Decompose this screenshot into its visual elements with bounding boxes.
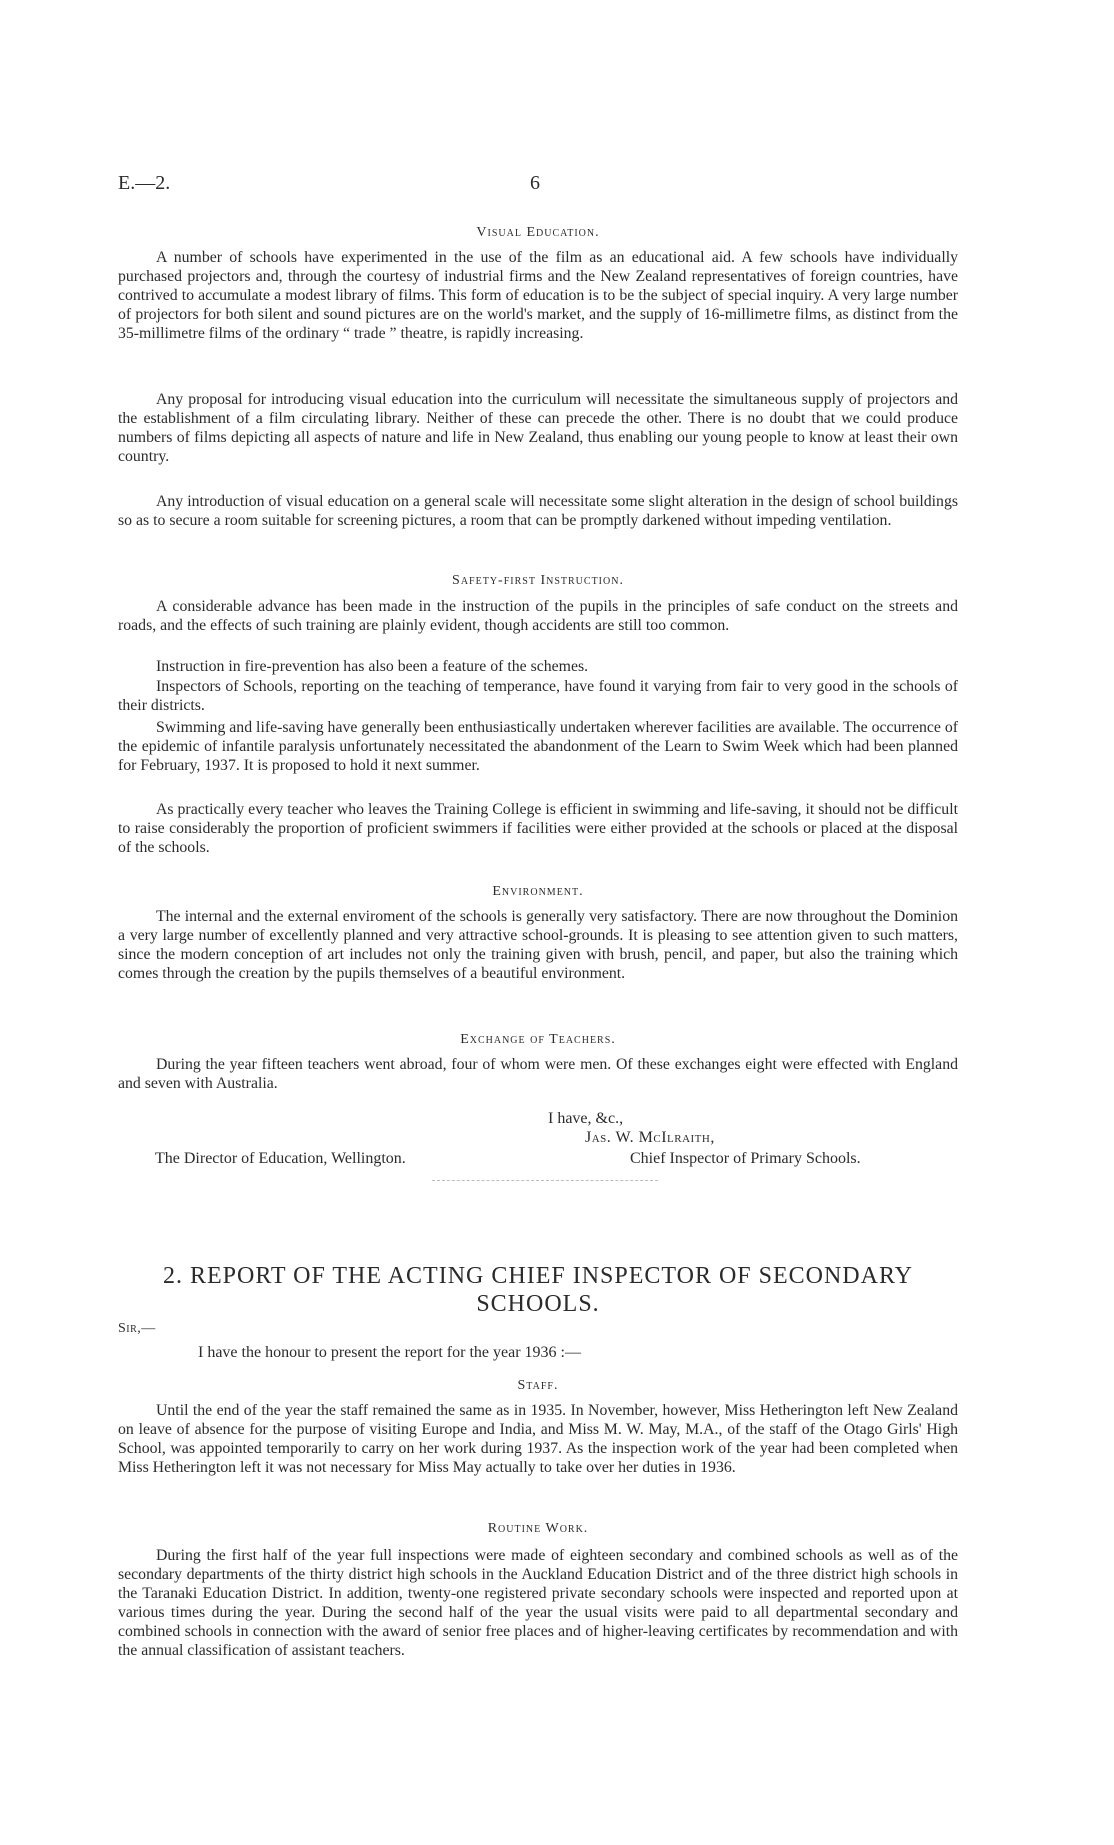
- heading-routine-work: Routine Work.: [487, 1521, 589, 1536]
- page-number: 6: [530, 172, 540, 194]
- heading-staff: Staff.: [517, 1378, 559, 1393]
- report-title: [118, 1262, 958, 1318]
- page-header: [118, 172, 958, 202]
- addressee: The Director of Education, Wellington.: [155, 1150, 406, 1167]
- paragraph: A considerable advance has been made in the instruction of the pupils in the principles of safe conduct on the streets and roads, and the effects of such training are plainly evident, though accidents are still too common.: [118, 598, 958, 634]
- salutation: Sir,—: [118, 1321, 156, 1336]
- heading-safety-first: Safety-first Instruction.: [452, 573, 624, 588]
- paragraph: Instruction in fire-prevention has also been a feature of the schemes.: [156, 658, 589, 675]
- paragraph: During the first half of the year full inspections were made of eighteen secondary and combined schools as well as of the secondary departments of the thirty district high schools in the Auckland Education District and of the three district high schools in the Taranaki Education District. In addition, twenty-one registered private secondary schools were inspected and reported upon at various times during the year. During the second half of the year the usual visits were paid to all departmental secondary and combined schools in connection with the award of senior free places and of higher-leaving certificates by recommendation and with the annual classification of assistant teachers.: [118, 1547, 958, 1659]
- heading-environment: Environment.: [492, 884, 584, 899]
- paragraph: Any proposal for introducing visual education into the curriculum will necessitate the simultaneous supply of projectors and the establishment of a film circulating library. Neither of these can precede the other. There is no doubt that we could produce numbers of films depicting all aspects of nature and life in New Zealand, thus enabling our young people to know at least their own country.: [118, 391, 958, 465]
- signatory-name: Jas. W. McIlraith,: [585, 1129, 715, 1146]
- paragraph: The internal and the external enviroment of the schools is generally very satisfactory. There are now throughout the Dominion a very large number of excellently planned and very attractive school-grounds. It is pleasing to see attention given to such matters, since the modern conception of art includes not only the training given with brush, pencil, and paper, but also the training which comes through the creation by the pupils themselves of a beautiful environment.: [118, 908, 958, 982]
- closing: I have, &c.,: [548, 1110, 624, 1127]
- paragraph: Any introduction of visual education on a general scale will necessitate some slight alteration in the design of school buildings so as to secure a room suitable for screening pictures, a room that can be promptly darkened without impeding ventilation.: [118, 493, 958, 529]
- paragraph: Until the end of the year the staff remained the same as in 1935. In November, however, Miss Hetherington left New Zealand on leave of absence for the purpose of visiting Europe and India, and Miss M. W. May, M.A., of the staff of the Otago Girls' High School, was appointed temporarily to carry on her work during 1937. As the inspection work of the year had been completed when Miss Hetherington left it was not necessary for Miss May actually to take over her duties in 1936.: [118, 1402, 958, 1476]
- paragraph: Inspectors of Schools, reporting on the teaching of temperance, have found it varying from fair to very good in the schools of their districts.: [118, 678, 958, 714]
- signatory-title: Chief Inspector of Primary Schools.: [630, 1150, 861, 1167]
- heading-exchange-of-teachers: Exchange of Teachers.: [460, 1032, 616, 1047]
- paragraph: As practically every teacher who leaves the Training College is efficient in swimming and life-saving, it should not be difficult to raise considerably the proportion of proficient swimmers if facilities were either provided at the schools or placed at the disposal of the schools.: [118, 801, 958, 856]
- report-title-line-1: 2. REPORT OF THE ACTING CHIEF INSPECTOR OF SECONDARY: [162, 1263, 913, 1289]
- document-code: E.—2.: [118, 172, 171, 194]
- paragraph: A number of schools have experimented in the use of the film as an educational aid. A few schools have individually purchased projectors and, through the courtesy of industrial firms and the New Zealand representatives of foreign countries, have contrived to accumulate a modest library of films. This form of education is to be the subject of special inquiry. A very large number of projectors for both silent and sound pictures are on the world's market, and the supply of 16-millimetre films, as distinct from the 35-millimetre films of the ordinary “ trade ” theatre, is rapidly increasing.: [118, 249, 958, 342]
- report-title-line-2: SCHOOLS.: [476, 1291, 600, 1317]
- heading-visual-education: Visual Education.: [476, 225, 600, 240]
- paragraph: During the year fifteen teachers went abroad, four of whom were men. Of these exchanges eight were effected with England and seven with Australia.: [118, 1056, 958, 1092]
- report-intro: I have the honour to present the report for the year 1936 :—: [198, 1344, 581, 1361]
- section-divider: [432, 1180, 658, 1181]
- paragraph: Swimming and life-saving have generally been enthusiastically undertaken wherever facilities are available. The occurrence of the epidemic of infantile paralysis unfortunately necessitated the abandonment of the Learn to Swim Week which had been planned for February, 1937. It is proposed to hold it next summer.: [118, 719, 958, 774]
